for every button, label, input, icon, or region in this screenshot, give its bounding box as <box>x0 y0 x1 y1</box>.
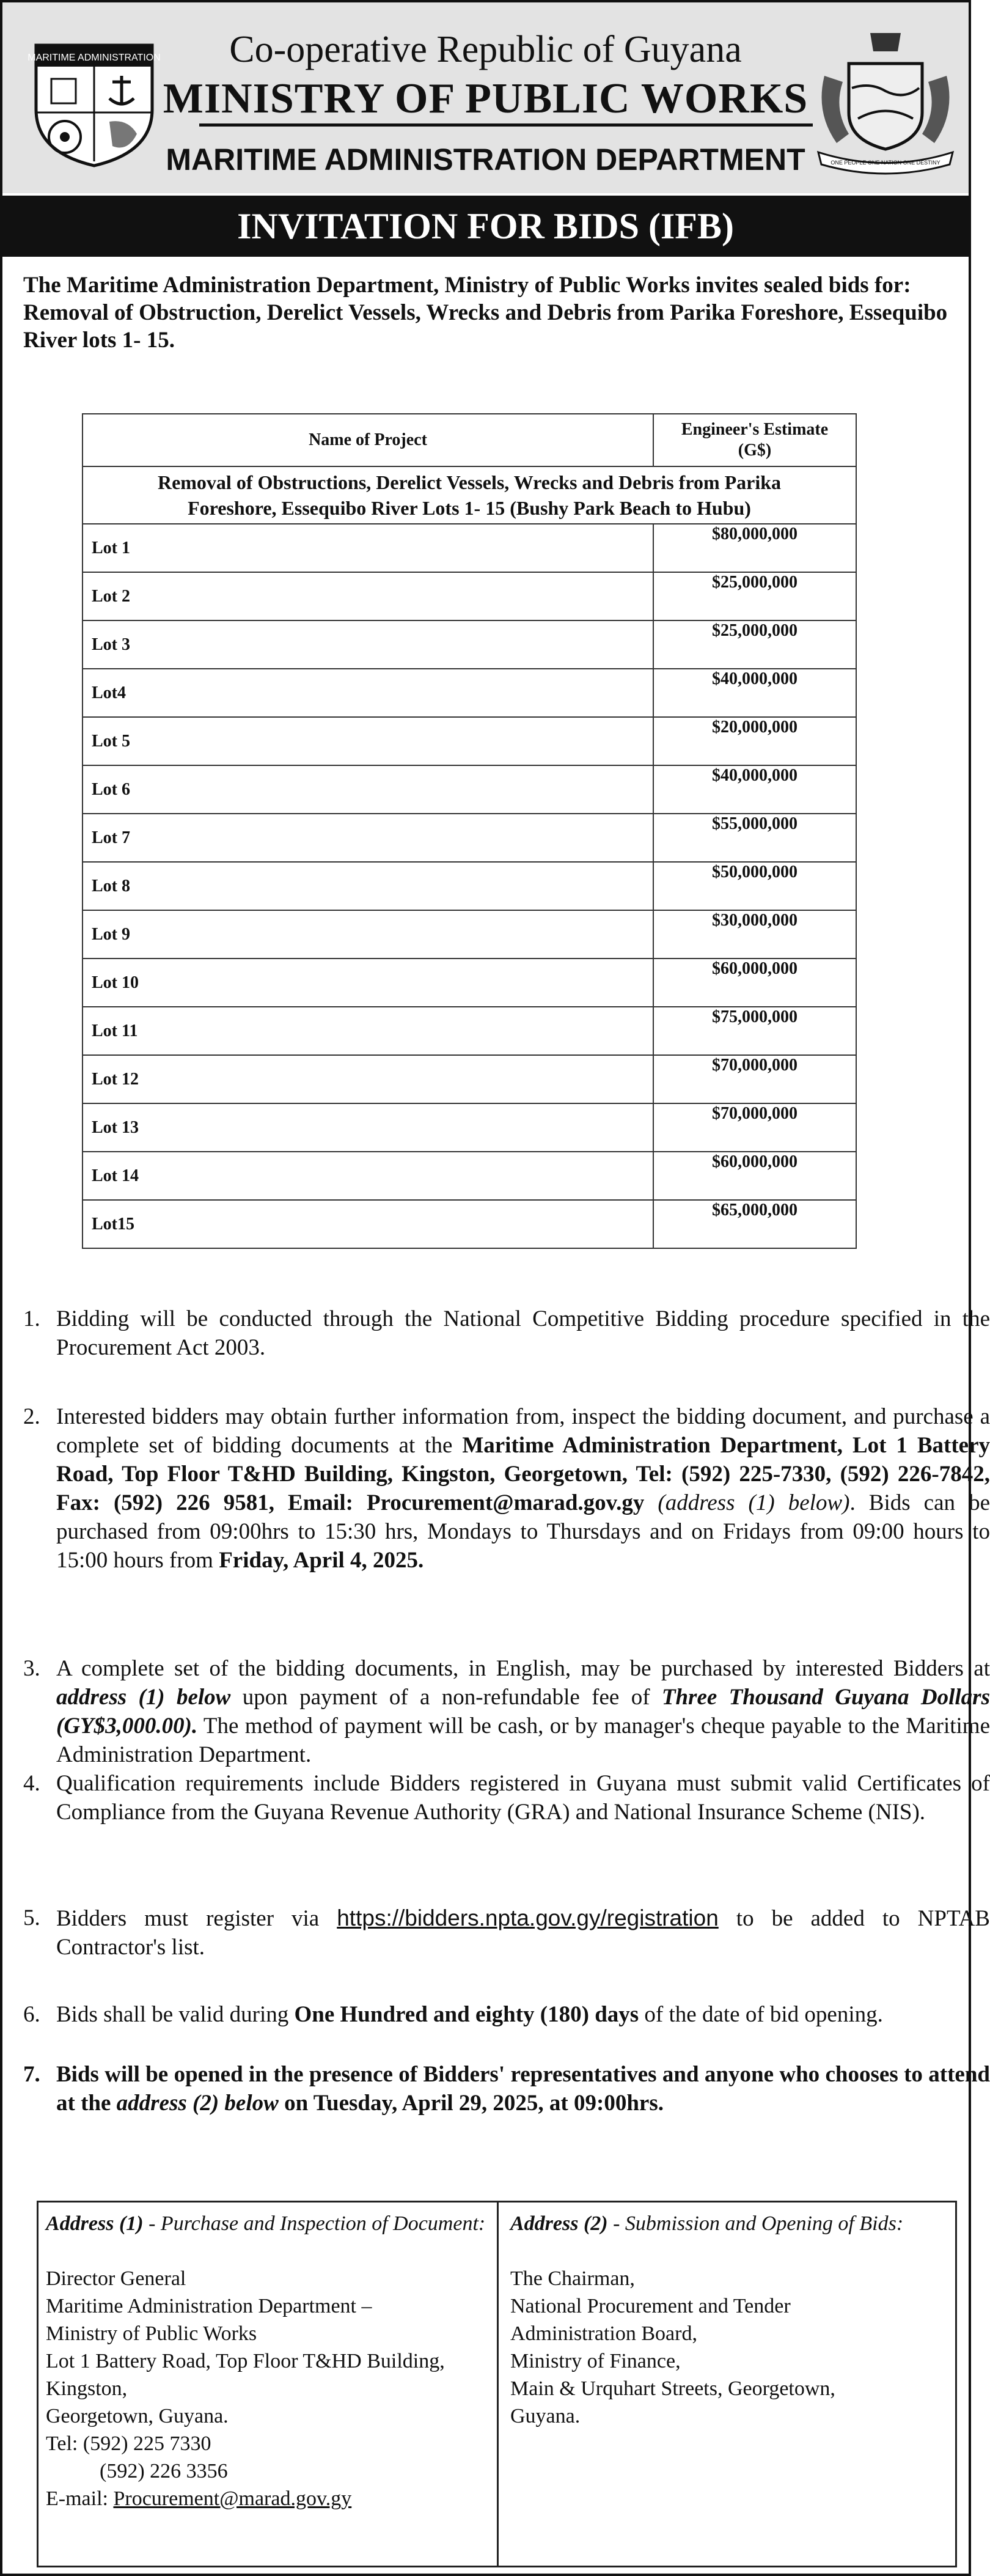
clause-1-text: Bidding will be conducted through the National Competitive Bidding procedure specified in the Procurement Act 2003. <box>56 1306 990 1360</box>
table-row <box>82 572 856 620</box>
header <box>2 2 969 193</box>
lot-name-cell: Lot4 <box>82 669 653 717</box>
lot-estimate-cell: $30,000,000 <box>653 910 856 959</box>
header-rule <box>199 123 813 127</box>
address-1-line: Tel: (592) 225 7330 <box>46 2432 211 2455</box>
lot-estimate-cell: $20,000,000 <box>653 717 856 765</box>
lot-name-cell: Lot 11 <box>82 1007 653 1055</box>
lot-name-cell: Lot 3 <box>82 620 653 669</box>
address-2-line: Administration Board, <box>510 2322 697 2345</box>
clause-2 <box>23 1402 990 1575</box>
table-row <box>82 910 856 959</box>
lot-name-cell: Lot 7 <box>82 814 653 862</box>
address-2-line: Ministry of Finance, <box>510 2350 681 2372</box>
clause-number: 5. <box>23 1905 40 1930</box>
lots-table <box>82 413 857 1249</box>
table-row <box>82 862 856 910</box>
clause-3-text-3: The method of payment will be cash, or by manager's cheque payable to the Maritime Administration Department. <box>56 1713 990 1767</box>
lot-estimate-cell: $60,000,000 <box>653 1152 856 1200</box>
lot-estimate-cell: $65,000,000 <box>653 1200 856 1248</box>
lot-name-cell: Lot 8 <box>82 862 653 910</box>
address-2-line: National Procurement and Tender <box>510 2295 791 2317</box>
address-1-heading <box>46 2210 489 2237</box>
clause-6 <box>23 2000 990 2029</box>
email-label: E-mail: <box>46 2487 114 2510</box>
clause-7-text-2: on Tuesday, April 29, 2025, at 09:00hrs. <box>278 2091 664 2116</box>
clause-4 <box>23 1769 990 1827</box>
lot-estimate-cell: $40,000,000 <box>653 765 856 814</box>
address-2-heading <box>510 2210 944 2237</box>
clause-5-text-2: to be added to NPTAB Contractor's list. <box>56 1906 990 1960</box>
address-1-line: Ministry of Public Works <box>46 2322 257 2345</box>
address-2 <box>510 2210 944 2430</box>
clause-3 <box>23 1654 990 1769</box>
address-1-label: Address (1) <box>46 2212 144 2235</box>
coat-of-arms-motto: ONE PEOPLE ONE NATION ONE DESTINY <box>831 160 941 166</box>
lot-name-cell: Lot 14 <box>82 1152 653 1200</box>
intro-paragraph: The Maritime Administration Department, Ministry of Public Works invites sealed bids for: Removal of Obstruction, Derelict Vessels, Wrecks and Debris from Parika Foreshore, Essequibo River lots 1- 15. <box>23 273 948 353</box>
project-row <box>82 466 856 524</box>
table-row <box>82 1007 856 1055</box>
lot-estimate-cell: $60,000,000 <box>653 959 856 1007</box>
address-1-email-line <box>46 2485 489 2512</box>
clause-number: 6. <box>23 2002 40 2027</box>
project-line1: Removal of Obstructions, Derelict Vessels, Wrecks and Debris from Parika <box>157 471 782 493</box>
address-1-line: Georgetown, Guyana. <box>46 2405 229 2427</box>
clause-3-fee: Three Thousand Guyana Dollars (GY$3,000.00). <box>56 1685 990 1739</box>
table-row <box>82 814 856 862</box>
clause-number: 3. <box>23 1656 40 1681</box>
clause-6-text-2: of the date of bid opening. <box>639 2002 883 2027</box>
clause-2-address: Maritime Administration Department, Lot 1 Battery Road, Top Floor T&HD Building, Kingston, Georgetown, <box>56 1433 990 1487</box>
address-2-line: The Chairman, <box>510 2267 635 2290</box>
table-row <box>82 959 856 1007</box>
country-name: Co-operative Republic of Guyana <box>229 29 742 70</box>
col-estimate-line1: Engineer's Estimate <box>681 420 829 439</box>
lot-estimate-cell: $25,000,000 <box>653 620 856 669</box>
clause-number: 7. <box>23 2062 40 2087</box>
col-project-header: Name of Project <box>82 414 653 466</box>
lot-name-cell: Lot 12 <box>82 1055 653 1103</box>
address-1-line: Director General <box>46 2267 186 2290</box>
lot-estimate-cell: $80,000,000 <box>653 524 856 572</box>
address-1-line: Kingston, <box>46 2377 128 2400</box>
project-line2: Foreshore, Essequibo River Lots 1- 15 (Bushy Park Beach to Hubu) <box>188 497 751 519</box>
department-name: MARITIME ADMINISTRATION DEPARTMENT <box>166 142 805 177</box>
lot-name-cell: Lot 2 <box>82 572 653 620</box>
lot-estimate-cell: $70,000,000 <box>653 1103 856 1152</box>
email-link[interactable]: Procurement@marad.gov.gy <box>113 2487 352 2510</box>
clause-5-text-1: Bidders must register via <box>56 1906 337 1931</box>
lot-estimate-cell: $70,000,000 <box>653 1055 856 1103</box>
address-2-line: Main & Urquhart Streets, Georgetown, <box>510 2377 835 2400</box>
lot-estimate-cell: $55,000,000 <box>653 814 856 862</box>
lot-name-cell: Lot 9 <box>82 910 653 959</box>
table-row <box>82 1055 856 1103</box>
col-estimate-line2: (G$) <box>738 441 772 460</box>
clause-7-text-1: Bids will be opened in the presence of Bidders' representatives and anyone who chooses to attend at the <box>56 2062 990 2116</box>
lot-estimate-cell: $40,000,000 <box>653 669 856 717</box>
address-1-line: Maritime Administration Department – <box>46 2295 372 2317</box>
lot-estimate-cell: $50,000,000 <box>653 862 856 910</box>
clause-6-validity: One Hundred and eighty (180) days <box>294 2002 639 2027</box>
lot-estimate-cell: $75,000,000 <box>653 1007 856 1055</box>
clause-5 <box>23 1904 990 1962</box>
lot-name-cell: Lot 6 <box>82 765 653 814</box>
clause-2-text-1: Interested bidders may obtain further information from, inspect the bidding document, and purchase a complete set of bidding documents at the <box>56 1404 990 1458</box>
clause-7-address-ref: address (2) below <box>116 2091 279 2116</box>
clause-2-date: Friday, April 4, 2025. <box>219 1548 424 1573</box>
clause-1 <box>23 1305 990 1362</box>
address-1-desc: - Purchase and Inspection of Document: <box>143 2212 486 2235</box>
address-1-line: (592) 226 3356 <box>100 2460 228 2482</box>
clause-6-text-1: Bids shall be valid during <box>56 2002 295 2027</box>
table-row <box>82 765 856 814</box>
lot-name-cell: Lot15 <box>82 1200 653 1248</box>
table-header-row <box>82 414 856 466</box>
clause-2-address-ref: (address (1) below) <box>644 1490 850 1515</box>
clause-3-text-1: A complete set of the bidding documents, in English, may be purchased by interested Bidders at <box>56 1656 990 1681</box>
document-title: INVITATION FOR BIDS (IFB) <box>2 196 969 257</box>
clause-2-text-2: . Bids can be purchased from 09:00hrs to 15:30 hrs, Mondays to Thursdays and on Fridays from 09:00 hours to 15:00 hours from <box>56 1490 990 1573</box>
table-row <box>82 1103 856 1152</box>
logo-left-text: MARITIME ADMINISTRATION <box>28 53 161 63</box>
address-1 <box>46 2210 489 2512</box>
table-row <box>82 1152 856 1200</box>
registration-link[interactable]: https://bidders.npta.gov.gy/registration <box>337 1905 719 1930</box>
lot-name-cell: Lot 5 <box>82 717 653 765</box>
lot-name-cell: Lot 1 <box>82 524 653 572</box>
lot-estimate-cell: $25,000,000 <box>653 572 856 620</box>
clause-3-text-2: upon payment of a non-refundable fee of <box>230 1685 662 1710</box>
clause-number: 1. <box>23 1306 40 1331</box>
clause-3-address-ref: address (1) below <box>56 1685 231 1710</box>
address-box <box>37 2201 957 2567</box>
address-1-line: Lot 1 Battery Road, Top Floor T&HD Building, <box>46 2350 445 2372</box>
address-divider <box>497 2202 499 2566</box>
clause-7 <box>23 2060 990 2118</box>
table-row <box>82 620 856 669</box>
address-2-line: Guyana. <box>510 2405 581 2427</box>
table-row <box>82 669 856 717</box>
clause-number: 4. <box>23 1771 40 1796</box>
table-row <box>82 524 856 572</box>
lot-name-cell: Lot 13 <box>82 1103 653 1152</box>
clause-4-text: Qualification requirements include Bidders registered in Guyana must submit valid Certificates of Compliance from the Guyana Revenue Authority (GRA) and National Insurance Scheme (NIS). <box>56 1771 990 1825</box>
lot-name-cell: Lot 10 <box>82 959 653 1007</box>
table-row <box>82 1200 856 1248</box>
clause-2-contacts: Tel: (592) 225-7330, (592) 226-7842, Fax: (592) 226 9581, Email: Procurement@marad.gov.gy <box>56 1462 990 1515</box>
col-estimate-header <box>653 414 856 466</box>
project-name-cell <box>82 466 856 524</box>
address-2-desc: - Submission and Opening of Bids: <box>607 2212 904 2235</box>
address-2-label: Address (2) <box>510 2212 608 2235</box>
ministry-name: MINISTRY OF PUBLIC WORKS <box>163 75 809 122</box>
table-row <box>82 717 856 765</box>
clause-number: 2. <box>23 1404 40 1429</box>
